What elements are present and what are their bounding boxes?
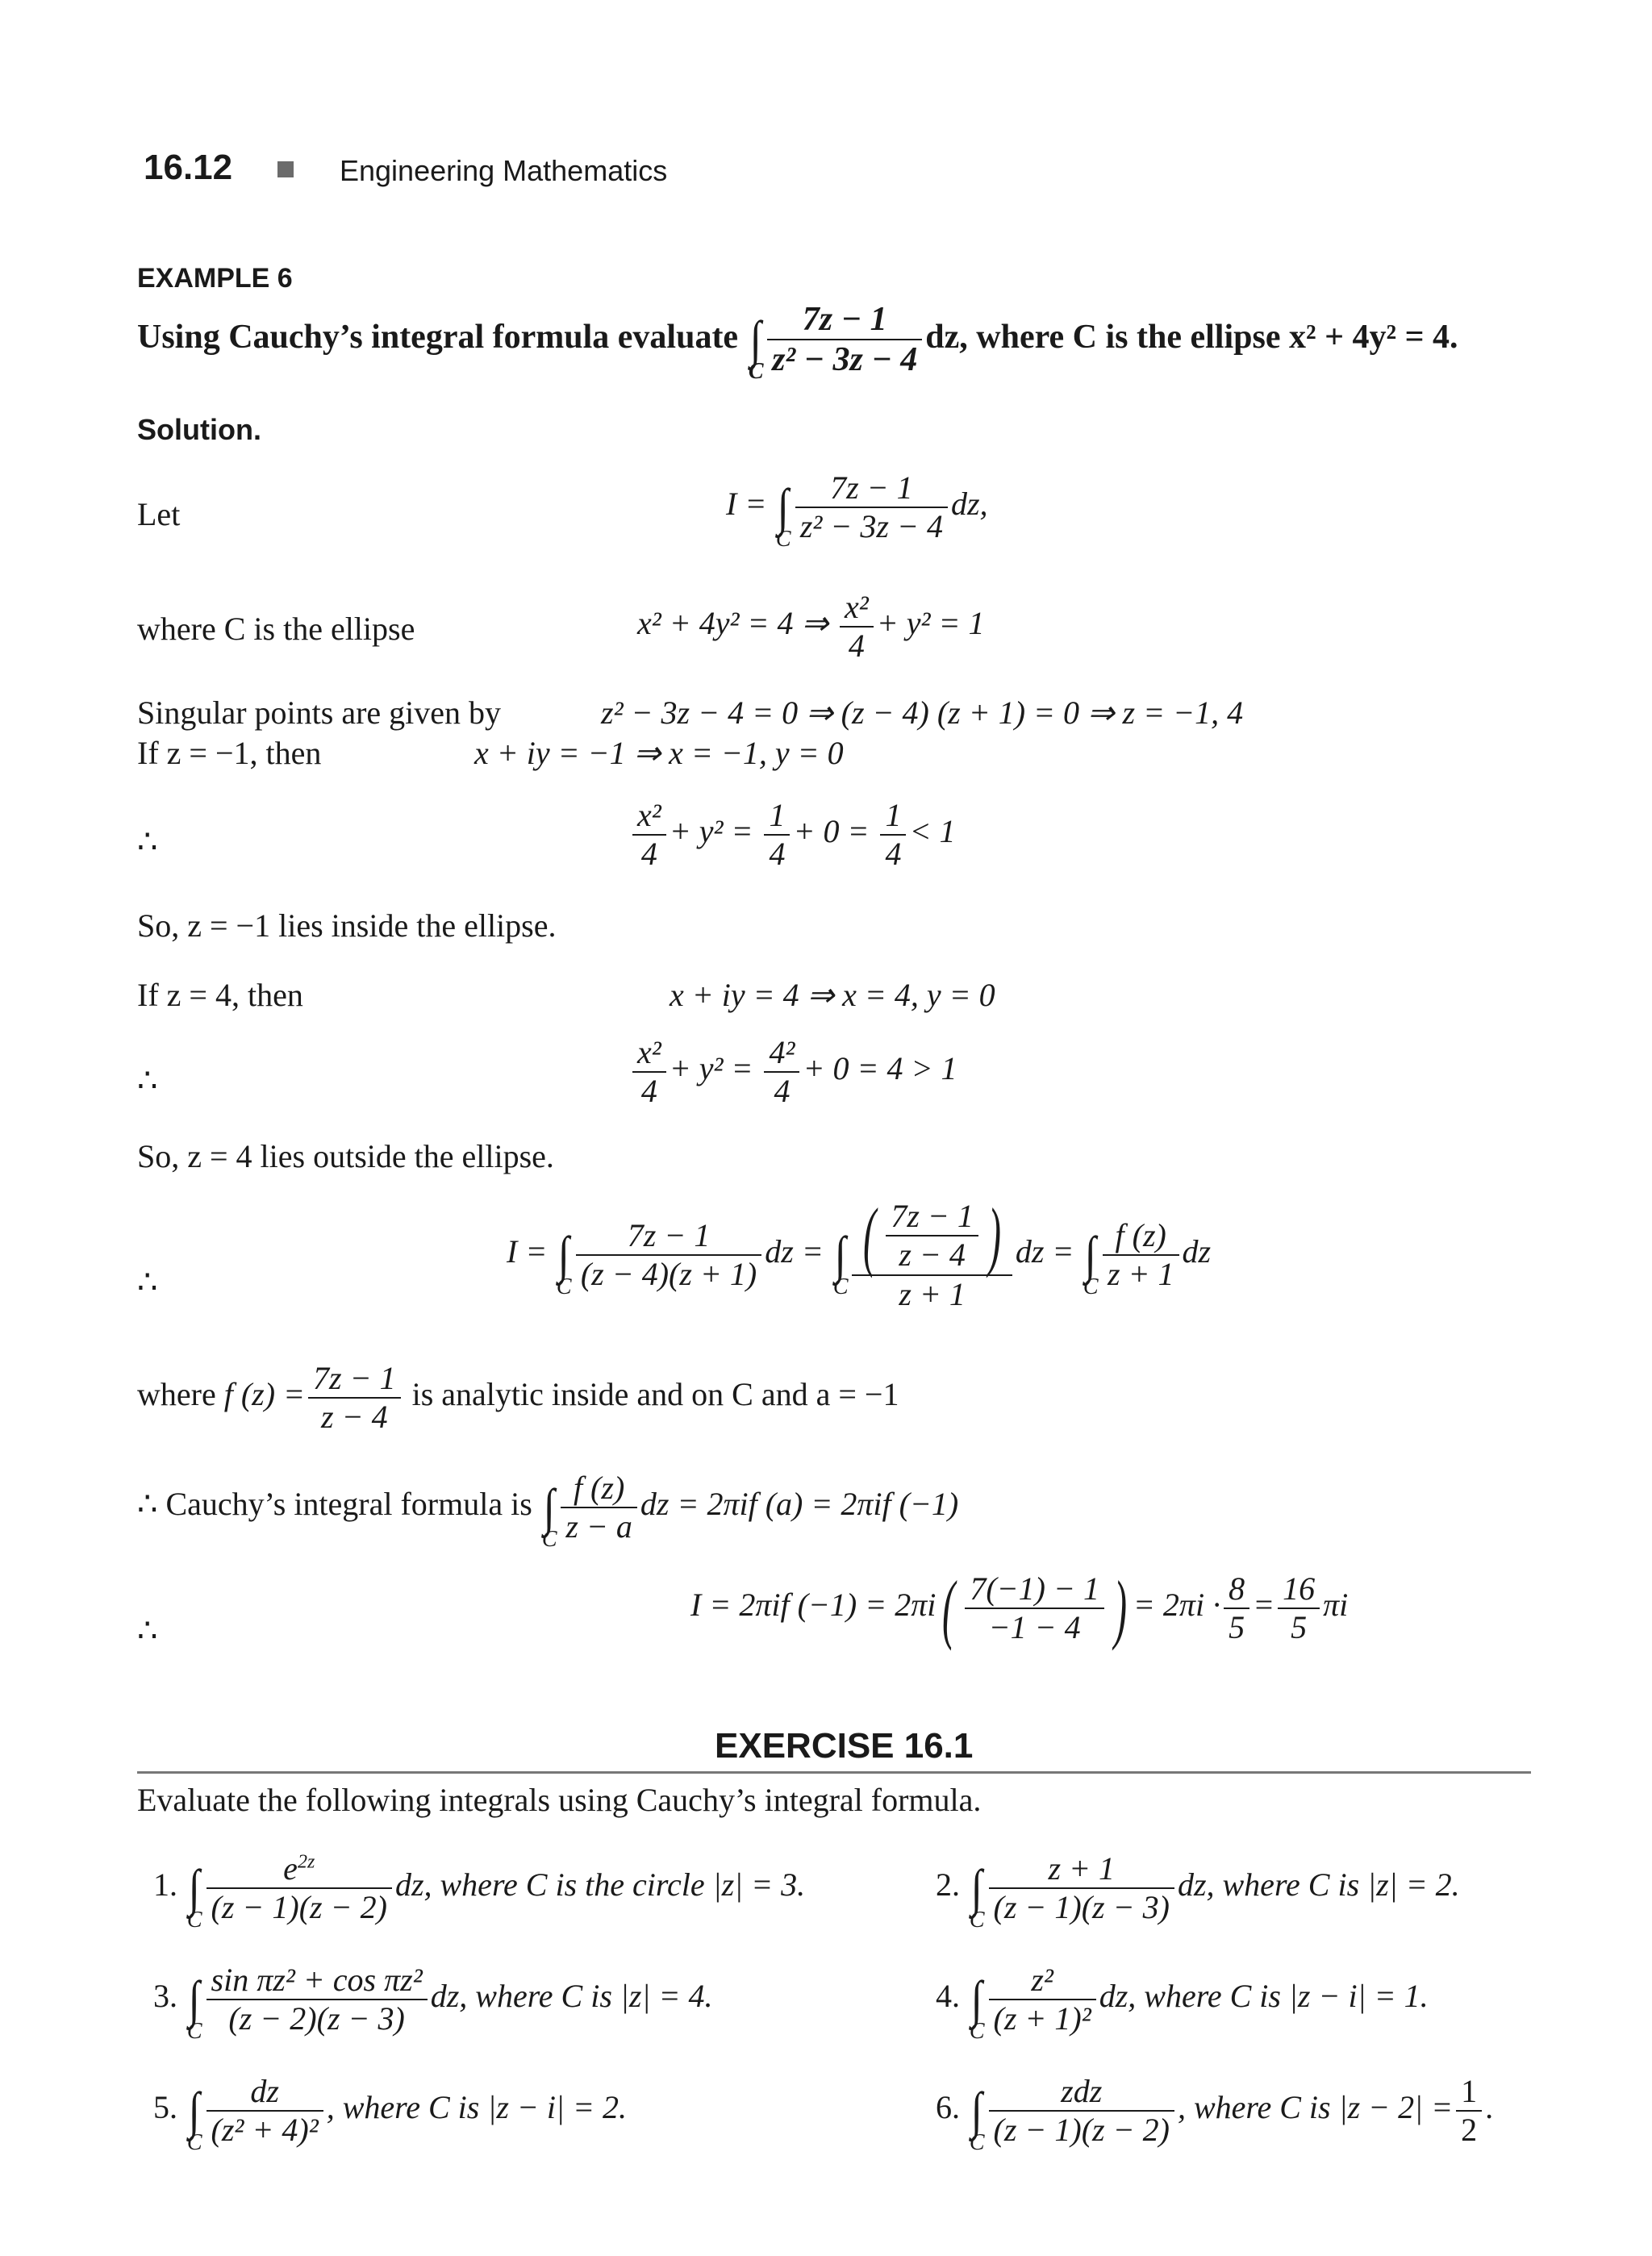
therefore-symbol-2: ∴: [137, 1062, 158, 1099]
rewrite-den3: z + 1: [1107, 1256, 1174, 1292]
check2-equation: [629, 1034, 957, 1110]
final-frac1: [1224, 1570, 1249, 1646]
if-4-equation: x + iy = 4 ⇒ x = 4, y = 0: [670, 977, 995, 1013]
cauchy-suffix: dz = 2πif (a) = 2πif (−1): [640, 1486, 959, 1523]
inside-text: So, z = −1 lies inside the ellipse.: [137, 907, 557, 944]
check1-num2: 1: [764, 797, 790, 836]
fz-num: 7z − 1: [308, 1360, 401, 1399]
integral-sign-icon: ∫ C: [748, 311, 764, 385]
item-number: 3.: [153, 1978, 177, 2015]
check2-frac2: [764, 1034, 799, 1110]
if-minus1-equation: x + iy = −1 ⇒ x = −1, y = 0: [474, 735, 844, 771]
check2-num2: 4²: [764, 1034, 799, 1073]
item-numerator: sin πz² + cos πz²: [206, 1962, 428, 2000]
ellipse-label: where C is the ellipse: [137, 611, 415, 647]
fz-definition: [137, 1360, 899, 1436]
integral-sign-icon: ∫ C: [186, 1970, 202, 2044]
ellipse-equation: [637, 589, 984, 665]
rewrite-equation: [507, 1192, 1212, 1313]
final-end: πi: [1323, 1587, 1349, 1624]
item-number: 4.: [936, 1978, 960, 2015]
item-number: 1.: [153, 1866, 177, 1904]
check1-equation: [629, 797, 955, 873]
check2-den2: 4: [774, 1073, 791, 1109]
exercise-item-2: [936, 1850, 1460, 1933]
therefore-symbol-4: ∴: [137, 1612, 158, 1649]
rewrite-inner-num: 7z − 1: [886, 1198, 978, 1236]
cauchy-num: f (z): [561, 1470, 637, 1508]
item-numerator: [206, 1850, 392, 1889]
check1-num3: 1: [880, 797, 906, 836]
check1-den2: 4: [769, 836, 786, 872]
solution-label: Solution.: [137, 413, 261, 446]
let-label: Let: [137, 496, 181, 532]
example-heading: EXAMPLE 6: [137, 263, 293, 294]
fz-fraction: [308, 1360, 401, 1436]
statement-prefix: Using Cauchy’s integral formula evaluate: [137, 318, 739, 356]
check2-end: + 0 = 4 > 1: [803, 1050, 957, 1087]
check1-num1: x²: [632, 797, 666, 836]
left-paren-icon: (: [863, 1192, 877, 1278]
check1-mid: + y² =: [669, 813, 753, 850]
cauchy-formula: [137, 1470, 959, 1552]
half-num: 1: [1456, 2073, 1482, 2112]
exercise-item-3: [153, 1962, 713, 2044]
book-title: Engineering Mathematics: [340, 154, 668, 187]
item-denominator: (z² + 4)²: [211, 2112, 319, 2148]
if-minus1-label: If z = −1, then: [137, 735, 322, 771]
check1-frac1: [632, 797, 666, 873]
let-lhs: I =: [726, 486, 767, 523]
left-paren-icon: (: [942, 1565, 956, 1651]
rewrite-dz1: dz =: [765, 1233, 824, 1270]
item-number: 6.: [936, 2089, 960, 2126]
final-eq: =: [1253, 1587, 1275, 1624]
let-denominator: z² − 3z − 4: [799, 508, 943, 544]
therefore-symbol-1: ∴: [137, 824, 158, 860]
statement-fraction: [767, 300, 922, 380]
integral-sign-icon: ∫ C: [557, 1226, 572, 1299]
cauchy-prefix: ∴ Cauchy’s integral formula is: [137, 1486, 532, 1523]
integral-sign-icon: ∫ C: [776, 478, 791, 552]
ellipse-std-num: x²: [840, 589, 874, 628]
rewrite-lhs: I =: [507, 1233, 548, 1270]
check2-frac1: [632, 1034, 666, 1110]
fz-lhs: f (z) =: [223, 1376, 306, 1413]
integral-sign-icon: ∫ C: [969, 2082, 985, 2155]
item-fraction: [989, 2073, 1174, 2149]
item-fraction: [989, 1962, 1096, 2037]
item-denominator: (z − 2)(z − 3): [228, 2000, 405, 2037]
half-den: 2: [1461, 2112, 1478, 2148]
rewrite-inner-frac: [886, 1198, 978, 1274]
item-period: .: [1485, 2089, 1494, 2126]
exercise-item-1: [153, 1850, 806, 1933]
final-mid: = 2πi ·: [1133, 1587, 1221, 1624]
rewrite-inner-den: z − 4: [899, 1236, 966, 1273]
rewrite-outer-den: z + 1: [899, 1276, 966, 1312]
final-n1: 8: [1224, 1570, 1249, 1609]
item-suffix: , where C is |z − i| = 2.: [326, 2089, 628, 2126]
ellipse-eq: x² + 4y² = 4 ⇒: [637, 605, 828, 642]
check2-num1: x²: [632, 1034, 666, 1073]
item-numerator: z²: [989, 1962, 1096, 2000]
cauchy-den: z − a: [565, 1508, 632, 1545]
item-numerator: z + 1: [989, 1850, 1174, 1889]
integral-sign-icon: ∫ C: [541, 1478, 557, 1552]
fz-prefix: where: [137, 1376, 216, 1413]
exp-base: e: [283, 1850, 298, 1887]
ellipse-std-den: 4: [848, 628, 865, 664]
check2-mid: + y² =: [669, 1050, 753, 1087]
integral-sign-icon: ∫ C: [1083, 1226, 1099, 1299]
exp-power: 2z: [297, 1851, 315, 1873]
item-fraction: [206, 1962, 428, 2037]
cauchy-fraction: [561, 1470, 637, 1545]
item-suffix: dz, where C is |z − i| = 1.: [1099, 1978, 1429, 2015]
singular-label: Singular points are given by: [137, 694, 502, 731]
check1-frac3: [880, 797, 906, 873]
rewrite-nested-numerator: [852, 1192, 1012, 1278]
right-paren-icon: ): [987, 1192, 1001, 1278]
fz-suffix: is analytic inside and on C and a = −1: [411, 1376, 899, 1413]
item-denominator: (z − 1)(z − 3): [993, 1889, 1170, 1925]
item-denominator: (z − 1)(z − 2): [211, 1889, 387, 1925]
final-equation: [690, 1565, 1349, 1651]
item-suffix: dz, where C is the circle |z| = 3.: [394, 1866, 806, 1904]
rewrite-frac2: [852, 1192, 1012, 1313]
item-numerator: zdz: [989, 2073, 1174, 2112]
item-number: 2.: [936, 1866, 960, 1904]
item-fraction: [206, 2073, 323, 2149]
let-suffix: dz,: [950, 486, 988, 523]
integral-sign-icon: ∫ C: [186, 2082, 202, 2155]
rewrite-den1: (z − 4)(z + 1): [580, 1256, 757, 1292]
item-fraction: [206, 1850, 392, 1926]
item-denominator: (z + 1)²: [993, 2000, 1091, 2037]
exercise-intro: Evaluate the following integrals using Cauchy’s integral formula.: [137, 1782, 982, 1818]
item-suffix: dz, where C is |z| = 4.: [430, 1978, 713, 2015]
item-numerator: dz: [206, 2073, 323, 2112]
final-frac2: [1278, 1570, 1320, 1646]
rewrite-num3: f (z): [1103, 1217, 1179, 1256]
final-lhs: I = 2πif (−1) = 2πi: [690, 1587, 937, 1624]
if-4-label: If z = 4, then: [137, 977, 303, 1013]
exercise-item-4: [936, 1962, 1429, 2044]
rewrite-num1: 7z − 1: [576, 1217, 761, 1256]
item-suffix: dz, where C is |z| = 2.: [1177, 1866, 1460, 1904]
final-den: −1 − 4: [988, 1609, 1081, 1645]
final-num: 7(−1) − 1: [965, 1570, 1104, 1609]
statement-denominator: z² − 3z − 4: [772, 341, 918, 379]
item-suffix: , where C is |z − 2| =: [1177, 2089, 1454, 2126]
check1-frac2: [764, 797, 790, 873]
ellipse-std-fraction: [840, 589, 874, 665]
right-paren-icon: ): [1113, 1565, 1127, 1651]
rewrite-frac3: [1103, 1217, 1179, 1293]
ellipse-std-rest: + y² = 1: [876, 605, 985, 642]
rewrite-dz3: dz: [1182, 1233, 1212, 1270]
let-integral: [726, 469, 988, 552]
fz-den: z − 4: [321, 1399, 388, 1435]
rewrite-dz2: dz =: [1015, 1233, 1074, 1270]
let-fraction: [795, 469, 948, 545]
problem-statement: [137, 300, 1458, 385]
page-number: 16.12: [144, 148, 233, 187]
integral-sign-icon: ∫ C: [832, 1226, 849, 1299]
final-d2: 5: [1291, 1609, 1308, 1645]
statement-suffix: dz, where C is the ellipse x² + 4y² = 4.: [925, 318, 1458, 356]
singular-equation: z² − 3z − 4 = 0 ⇒ (z − 4) (z + 1) = 0 ⇒ z = −1, 4: [601, 694, 1244, 731]
check1-den3: 4: [885, 836, 902, 872]
check1-mid2: + 0 =: [793, 813, 870, 850]
final-fraction: [965, 1570, 1104, 1646]
rewrite-frac1: [576, 1217, 761, 1293]
integral-sign-icon: ∫ C: [186, 1859, 202, 1933]
exercise-item-6: [936, 2073, 1494, 2155]
check1-den1: 4: [640, 836, 657, 872]
half-fraction: [1456, 2073, 1482, 2149]
header-square-icon: [277, 161, 294, 177]
item-fraction: [989, 1850, 1174, 1926]
let-numerator: 7z − 1: [795, 469, 948, 508]
exercise-heading: EXERCISE 16.1: [715, 1726, 974, 1766]
therefore-symbol-3: ∴: [137, 1264, 158, 1300]
outside-text: So, z = 4 lies outside the ellipse.: [137, 1138, 554, 1174]
item-denominator: (z − 1)(z − 2): [993, 2112, 1170, 2148]
integral-sign-icon: ∫ C: [969, 1970, 985, 2044]
exercise-divider: [137, 1771, 1531, 1774]
final-n2: 16: [1278, 1570, 1320, 1609]
final-d1: 5: [1229, 1609, 1245, 1645]
statement-numerator: 7z − 1: [767, 300, 922, 340]
check1-end: < 1: [909, 813, 956, 850]
item-number: 5.: [153, 2089, 177, 2126]
exercise-item-5: [153, 2073, 628, 2155]
check2-den1: 4: [640, 1073, 657, 1109]
integral-sign-icon: ∫ C: [969, 1859, 985, 1933]
